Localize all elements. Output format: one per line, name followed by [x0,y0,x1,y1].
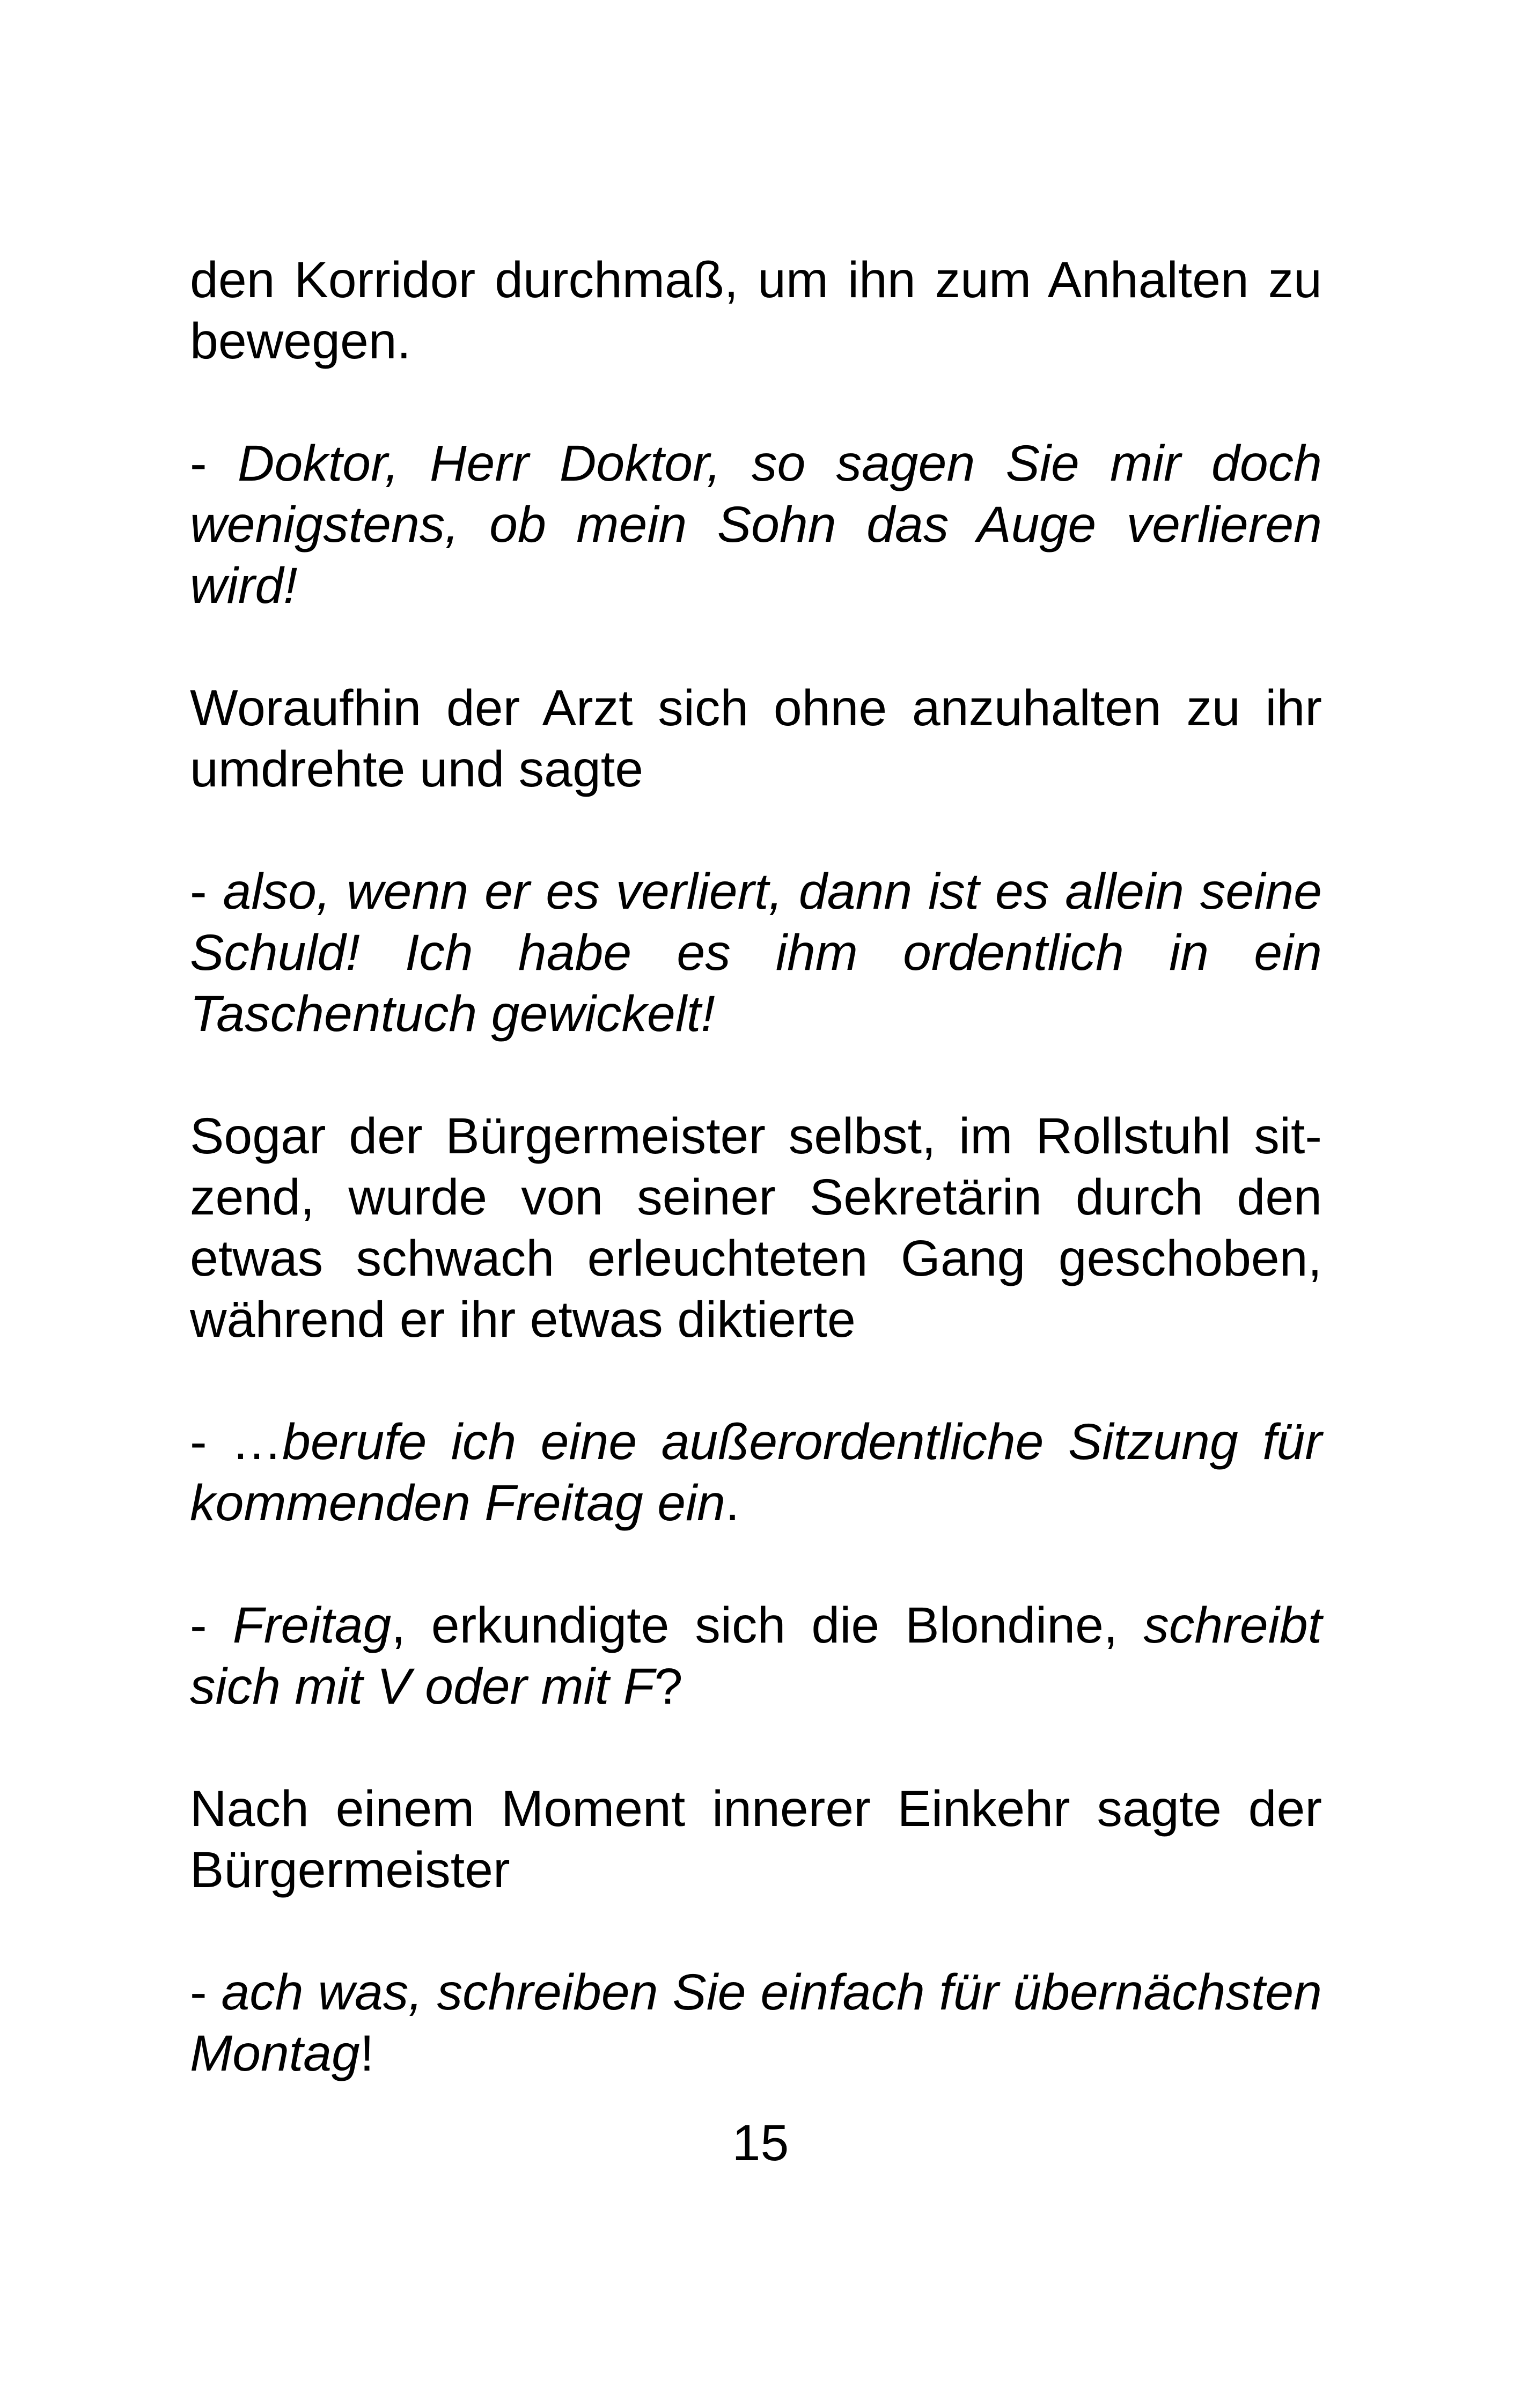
paragraph [190,1106,1322,1350]
paragraph [190,861,1322,1044]
text-run: Nach einem Moment innerer Einkehr sagte der Bürgermeister [190,1780,1322,1898]
body-text [190,249,1322,2084]
paragraph [190,1962,1322,2084]
text-run: den Korridor durchmaß, um ihn zum Anhalten zu bewegen. [190,252,1322,370]
text-run: - [190,863,223,920]
paragraph [190,249,1322,372]
paragraph [190,678,1322,800]
text-run: - [190,435,238,492]
page-number: 15 [732,2115,789,2171]
paragraph [190,1595,1322,1717]
italic-text-run: berufe ich eine außerordentliche Sitzung für kommenden Freitag ein [190,1413,1322,1531]
text-run: - [190,1964,222,2021]
text-run: - … [190,1413,283,1470]
paragraph [190,1411,1322,1534]
text-run: ? [654,1658,683,1715]
italic-text-run: Freitag [232,1597,392,1654]
text-run: . [725,1475,740,1531]
paragraph [190,1778,1322,1901]
italic-text-run: Doktor, Herr Doktor, so sagen Sie mir doch wenigstens, ob mein Sohn das Auge verlieren wird! [190,435,1322,614]
text-run: Woraufhin der Arzt sich ohne anzuhalten zu ihr umdrehte und sagte [190,680,1322,798]
text-run: ! [359,2025,374,2082]
text-run: - [190,1597,233,1654]
text-run: Sogar der Bürgermeister selbst, im Rollstuhl sitzend, wurde von seiner Sekretärin durch den etwas schwach erleuchteten Gang geschoben, während er ihr etwas diktierte [190,1108,1322,1348]
paragraph [190,433,1322,616]
italic-text-run: also, wenn er es verliert, dann ist es allein seine Schuld! Ich habe es ihm ordentlich in ein Taschentuch gewickelt! [190,863,1322,1042]
italic-text-run: ach was, schreiben Sie einfach für übernächsten Montag [190,1964,1322,2082]
text-run: , erkundigte sich die Blondine, [391,1597,1144,1654]
italic-text-run: schreibt sich mit V oder mit F [190,1597,1322,1715]
